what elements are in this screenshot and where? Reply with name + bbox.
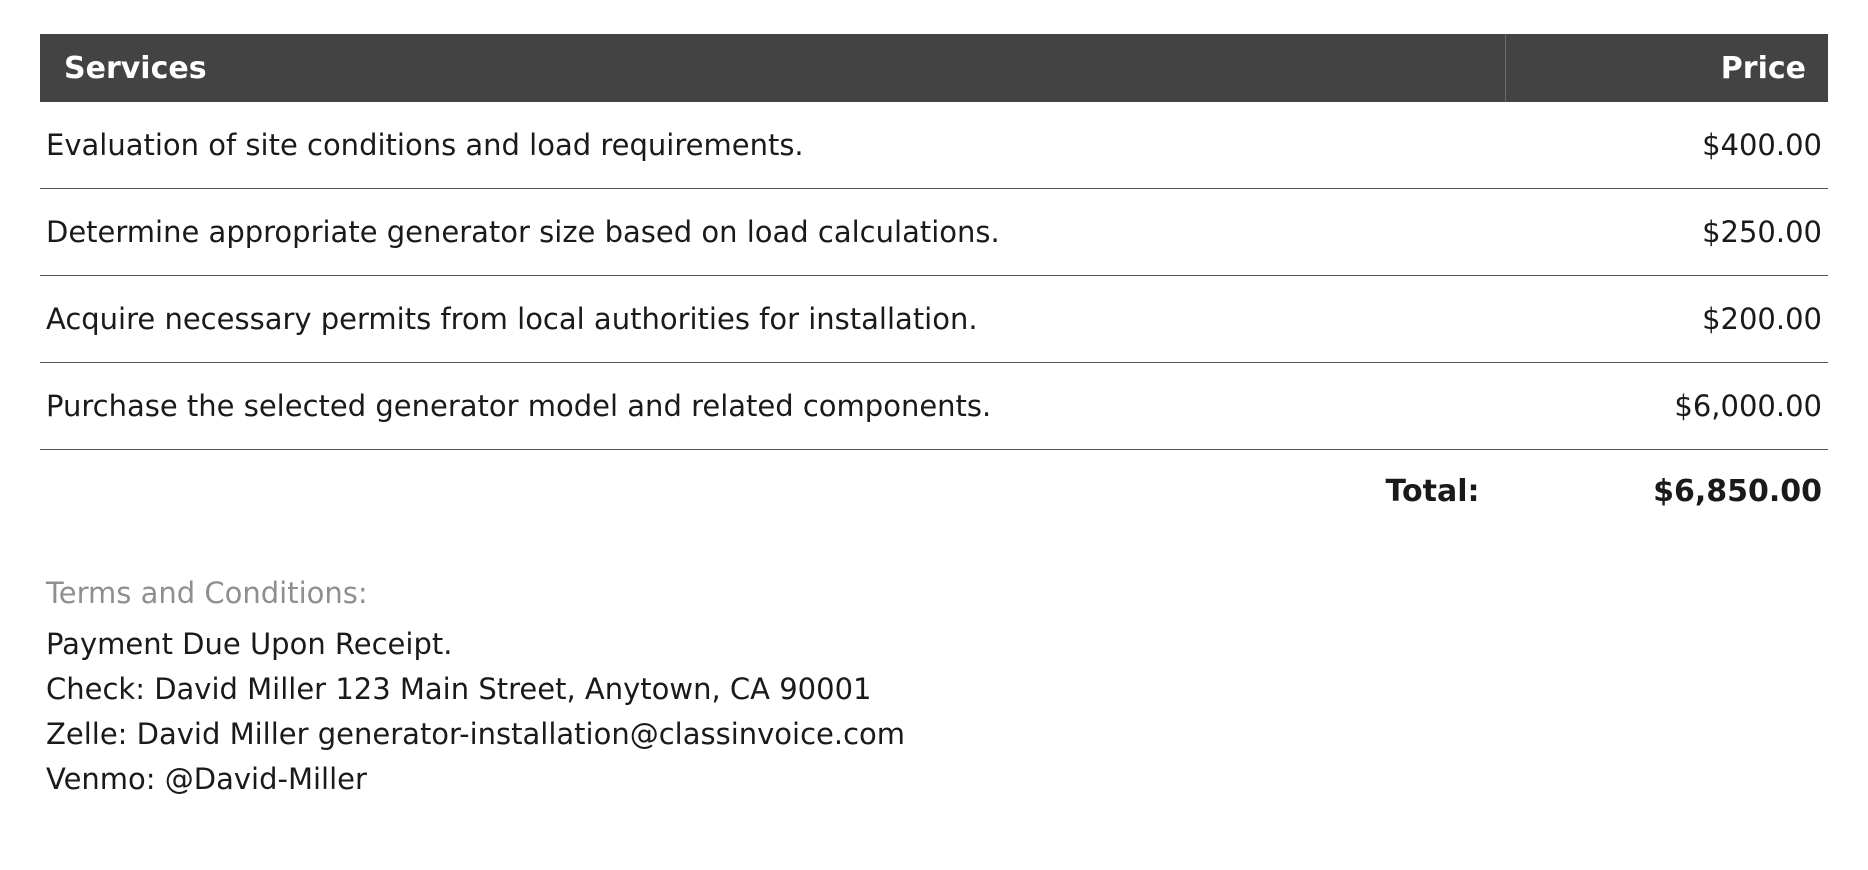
table-row: [40, 102, 1828, 189]
terms-and-conditions-section: [40, 576, 1828, 802]
service-description: Determine appropriate generator size based on load calculations.: [40, 189, 1506, 276]
table-header-row: [40, 34, 1828, 102]
column-header-price: Price: [1720, 50, 1806, 86]
service-price: $400.00: [1506, 102, 1829, 189]
table-total-row: [40, 450, 1828, 533]
services-price-table: [40, 34, 1828, 532]
terms-title: Terms and Conditions:: [46, 576, 368, 610]
column-header-services: Services: [40, 34, 1506, 102]
table-row: [40, 189, 1828, 276]
table-row: [40, 363, 1828, 450]
terms-line-venmo: Venmo: @David-Miller: [46, 761, 367, 796]
service-price: $200.00: [1506, 276, 1829, 363]
total-label: Total:: [1385, 473, 1480, 509]
terms-line-check: Check: David Miller 123 Main Street, Anytown, CA 90001: [46, 671, 872, 706]
total-value: $6,850.00: [1653, 473, 1822, 509]
service-description: Evaluation of site conditions and load requirements.: [40, 102, 1506, 189]
service-price: $250.00: [1506, 189, 1829, 276]
service-description: Acquire necessary permits from local authorities for installation.: [40, 276, 1506, 363]
terms-line-zelle: Zelle: David Miller generator-installation@classinvoice.com: [46, 716, 906, 751]
service-price: $6,000.00: [1506, 363, 1829, 450]
table-row: [40, 276, 1828, 363]
table-header: [40, 34, 1828, 102]
service-description: Purchase the selected generator model and related components.: [40, 363, 1506, 450]
terms-line-payment: Payment Due Upon Receipt.: [46, 627, 453, 661]
table-body: [40, 102, 1828, 532]
